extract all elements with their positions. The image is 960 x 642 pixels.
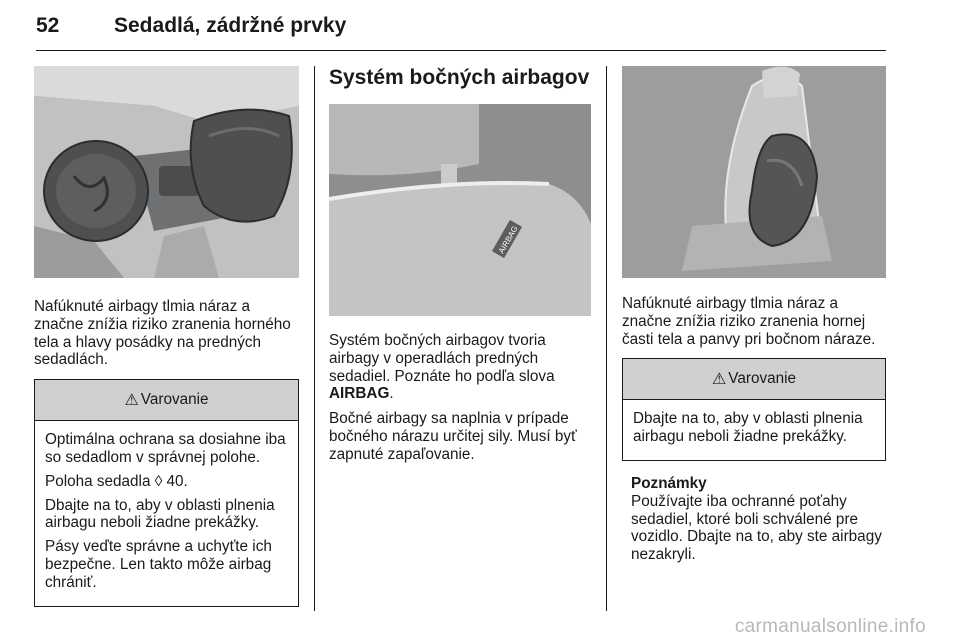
seat-label-illustration bbox=[329, 104, 591, 316]
warning-paragraph: Pásy veďte správne a uchyťte ich bezpečne. Len takto môže airbag chrániť. bbox=[45, 538, 272, 591]
column-divider bbox=[606, 66, 607, 611]
column-side-airbags bbox=[329, 66, 591, 464]
side-airbag-illustration bbox=[622, 66, 886, 278]
airbag-word: AIRBAG bbox=[329, 385, 390, 403]
front-airbags-illustration bbox=[34, 66, 299, 278]
front-airbags-paragraph: Nafúknuté airbagy tlmia náraz a značne znížia riziko zranenia horného tela a hlavy posádky na predných sedadlách. bbox=[34, 298, 291, 369]
warning-title: Varovanie bbox=[140, 391, 209, 409]
column-divider bbox=[314, 66, 315, 611]
page-header bbox=[36, 14, 886, 51]
note-text: Používajte iba ochranné poťahy sedadiel, ktoré boli schválené pre vozidlo. Dbajte na to, aby ste airbagy nezakryli. bbox=[631, 492, 882, 564]
chapter-title: Sedadlá, zádržné prvky bbox=[114, 14, 347, 37]
warning-header bbox=[623, 359, 885, 400]
warning-paragraph: Optimálna ochrana sa dosiahne iba so sedadlom v správnej polohe. bbox=[45, 431, 286, 466]
warning-body bbox=[623, 400, 885, 460]
side-airbag-deployed-paragraph: Nafúknuté airbagy tlmia náraz a značne znížia riziko zranenia hornej časti tela a panvy pri bočnom náraze. bbox=[622, 295, 876, 348]
side-airbags-deploy-paragraph: Bočné airbagy sa naplnia v prípade bočného nárazu určitej sily. Musí byť zapnuté zapaľovanie. bbox=[329, 410, 577, 463]
warning-triangle-icon: ⚠ bbox=[124, 392, 139, 410]
column-side-airbag-deployed bbox=[622, 66, 886, 564]
warning-paragraph: Dbajte na to, aby v oblasti plnenia airbagu neboli žiadne prekážky. bbox=[633, 410, 863, 446]
airbag-label-text: AIRBAG bbox=[496, 224, 520, 256]
warning-title: Varovanie bbox=[728, 370, 797, 388]
page-reference-icon: ◊ bbox=[154, 472, 163, 490]
note-block bbox=[622, 475, 886, 564]
warning-box bbox=[34, 379, 299, 606]
warning-triangle-icon: ⚠ bbox=[711, 371, 727, 389]
warning-body bbox=[35, 421, 298, 605]
warning-paragraph: Dbajte na to, aby v oblasti plnenia airbagu neboli žiadne prekážky. bbox=[45, 496, 275, 532]
warning-paragraph-seat-position: Poloha sedadla ◊ 40. bbox=[45, 472, 188, 490]
warning-header bbox=[35, 380, 298, 421]
note-title: Poznámky bbox=[631, 474, 707, 492]
section-heading: Systém bočných airbagov bbox=[329, 66, 590, 89]
footer-brand: carmanualsonline.info bbox=[734, 616, 926, 637]
side-airbags-paragraph: Systém bočných airbagov tvoria airbagy v operadlách predných sedadiel. Poznáte ho podľa slova AIRBAG. bbox=[329, 332, 555, 403]
column-front-airbags bbox=[34, 66, 299, 607]
page-number: 52 bbox=[36, 14, 60, 37]
warning-box bbox=[622, 358, 886, 461]
